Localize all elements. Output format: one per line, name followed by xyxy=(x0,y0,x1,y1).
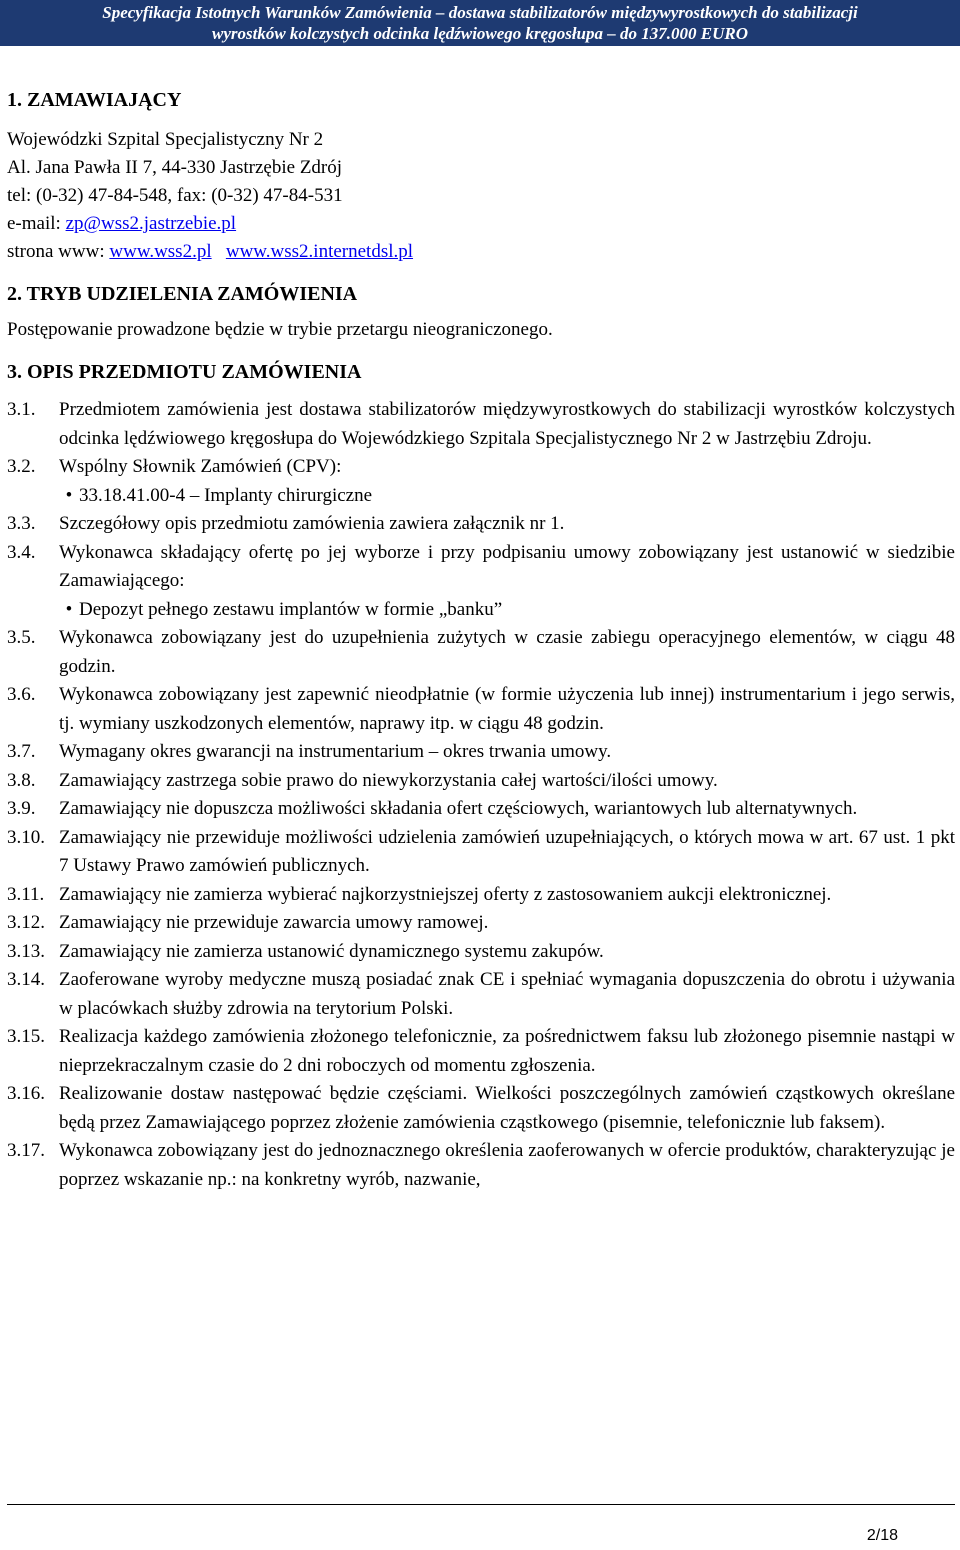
header-line-2: wyrostków kolczystych odcinka lędźwiowego kręgosłupa – do 137.000 EURO xyxy=(212,24,748,43)
list-item: 3.9. Zamawiający nie dopuszcza możliwości składania ofert częściowych, wariantowych lub alternatywnych. xyxy=(7,798,858,819)
orderer-name: Wojewódzki Szpital Specjalistyczny Nr 2 xyxy=(7,129,324,150)
list-item: 3.16. Realizowanie dostaw następować będzie częściami. Wielkości poszczególnych zamówień cząstkowych określane będą przez Zamawiającego poprzez złożenie zamówienia cząstkowego (pisemnie, telefonicznie lub faksem). xyxy=(7,1083,955,1133)
email-link[interactable]: zp@wss2.jastrzebie.pl xyxy=(65,213,237,234)
list-item: 3.3. Szczegółowy opis przedmiotu zamówienia zawiera załącznik nr 1. xyxy=(7,513,565,534)
footer-divider xyxy=(7,1504,955,1505)
bullet-icon: • xyxy=(65,484,73,506)
list-item: 3.10. Zamawiający nie przewiduje możliwości udzielenia zamówień uzupełniających, o których mowa w art. 67 ust. 1 pkt 7 Ustawy Prawo zamówień publicznych. xyxy=(7,826,955,876)
list-item: 3.7. Wymagany okres gwarancji na instrumentarium – okres trwania umowy. xyxy=(7,741,612,762)
document-header xyxy=(0,0,960,46)
list-item: 3.5. Wykonawca zobowiązany jest do uzupełnienia zużytych w czasie zabiegu operacyjnego elementów, w ciągu 48 godzin. xyxy=(7,627,955,677)
list-item: 3.17. Wykonawca zobowiązany jest do jednoznacznego określenia zaoferowanych w ofercie produktów, charakteryzując je poprzez wskazanie np.: na konkretny wyrób, nazwanie, xyxy=(7,1140,955,1190)
list-item: 3.15. Realizacja każdego zamówienia złożonego telefonicznie, za pośrednictwem faksu lub złożonego pisemnie nastąpi w nieprzekraczalnym czasie do 2 dni roboczych od momentu zgłoszenia. xyxy=(7,1026,955,1076)
list-item: 3.13. Zamawiający nie zamierza ustanowić dynamicznego systemu zakupów. xyxy=(7,940,604,962)
section-2-text: Postępowanie prowadzone będzie w trybie przetargu nieograniczonego. xyxy=(7,319,553,340)
list-item: 3.4. Wykonawca składający ofertę po jej wyborze i przy podpisaniu umowy zobowiązany jest ustanowić w siedzibie Zamawiającego: xyxy=(7,541,955,591)
header-line-1: Specyfikacja Istotnych Warunków Zamówienia – dostawa stabilizatorów międzywyrostkowych do stabilizacji xyxy=(102,3,858,22)
cpv-bullet: • 33.18.41.00-4 – Implanty chirurgiczne xyxy=(7,482,955,511)
www-link-2[interactable]: www.wss2.internetdsl.pl xyxy=(225,241,414,262)
list-item: 3.11. Zamawiający nie zamierza wybierać najkorzystniejszej oferty z zastosowaniem aukcji elektronicznej. xyxy=(7,883,832,905)
section-1-heading: 1. ZAMAWIAJĄCY xyxy=(7,89,182,111)
www-label: strona www: xyxy=(7,241,110,262)
section-2-heading: 2. TRYB UDZIELENIA ZAMÓWIENIA xyxy=(7,283,358,305)
list-item: 3.1. Przedmiotem zamówienia jest dostawa stabilizatorów międzywyrostkowych do stabilizacji wyrostków kolczystych odcinka lędźwiowego kręgosłupa do Wojewódzkiego Szpitala Specjalistycznego Nr 2 w Jastrzębiu Zdroju. xyxy=(7,399,955,449)
orderer-address: Al. Jana Pawła II 7, 44-330 Jastrzębie Zdrój xyxy=(7,157,343,178)
www-link-1[interactable]: www.wss2.pl xyxy=(109,241,212,262)
document-body xyxy=(7,86,955,1194)
section-3-heading: 3. OPIS PRZEDMIOTU ZAMÓWIENIA xyxy=(7,361,362,383)
deposit-bullet: • Depozyt pełnego zestawu implantów w formie „banku” xyxy=(7,596,955,625)
bullet-icon: • xyxy=(65,598,73,620)
email-label: e-mail: xyxy=(7,213,66,234)
orderer-www-line xyxy=(7,238,955,266)
list-item: 3.14. Zaoferowane wyroby medyczne muszą posiadać znak CE i spełniać wymagania dopuszczenia do obrotu i używania w placówkach służby zdrowia na terytorium Polski. xyxy=(7,969,955,1019)
list-item: 3.12. Zamawiający nie przewiduje zawarcia umowy ramowej. xyxy=(7,912,489,933)
list-item: 3.2. Wspólny Słownik Zamówień (CPV): xyxy=(7,456,342,477)
orderer-phone: tel: (0-32) 47-84-548, fax: (0-32) 47-84-531 xyxy=(7,185,343,206)
list-item: 3.8. Zamawiający zastrzega sobie prawo do niewykorzystania całej wartości/ilości umowy. xyxy=(7,769,718,791)
list-item: 3.6. Wykonawca zobowiązany jest zapewnić nieodpłatnie (w formie użyczenia lub innej) instrumentarium i jego serwis, tj. wymiany uszkodzonych elementów, naprawy itp. w ciągu 48 godzin. xyxy=(7,684,955,734)
page-number: 2/18 xyxy=(866,1527,898,1544)
orderer-email-line xyxy=(7,210,955,238)
